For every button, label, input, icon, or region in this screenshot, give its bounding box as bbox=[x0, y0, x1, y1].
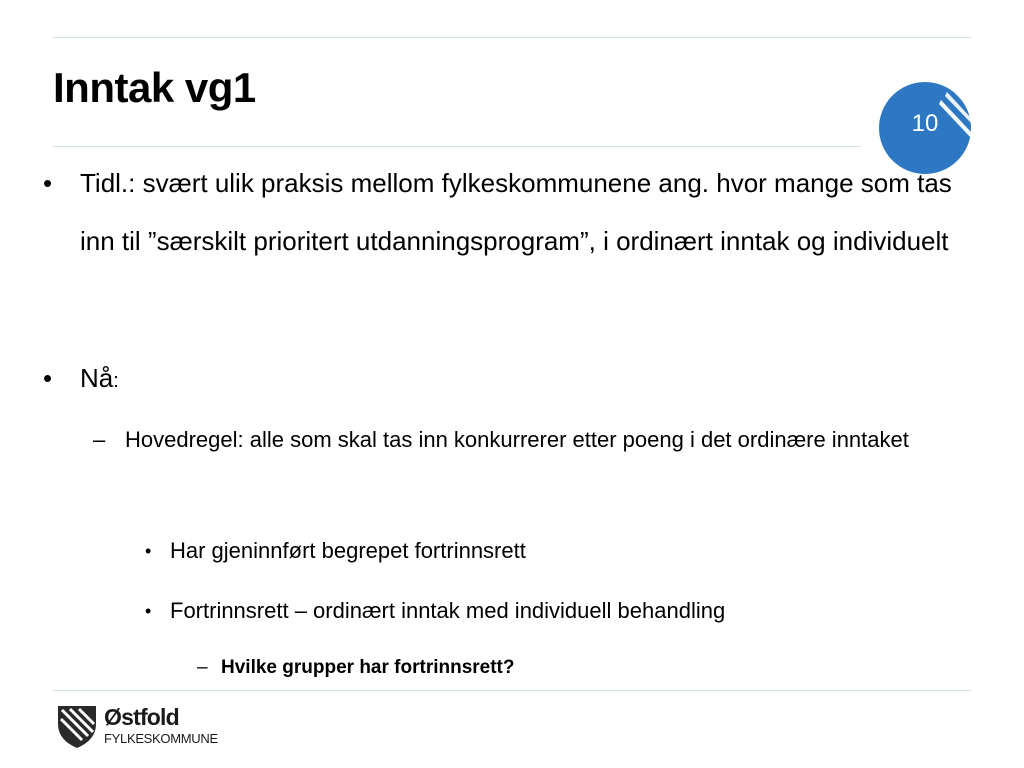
slide-title: Inntak vg1 bbox=[53, 64, 256, 111]
organization-logo bbox=[58, 704, 228, 750]
sub-sub-bullet-item bbox=[145, 536, 945, 566]
sub-sub-bullet-text: Fortrinnsrett – ordinært inntak med individuell behandling bbox=[170, 598, 726, 623]
bullet-text: Nå bbox=[80, 363, 114, 393]
top-rule bbox=[53, 37, 971, 38]
page-number: 10 bbox=[911, 110, 939, 137]
bullet-item bbox=[43, 349, 983, 410]
sub-sub-bullet-item bbox=[145, 596, 945, 626]
level4-bullet-marker: – bbox=[197, 657, 208, 678]
bullet-marker: • bbox=[43, 363, 53, 393]
sub-sub-bullet-marker: • bbox=[145, 541, 152, 561]
bullet-suffix: : bbox=[113, 370, 119, 392]
bullet-marker: • bbox=[43, 168, 53, 198]
logo-subtitle: FYLKESKOMMUNE bbox=[104, 731, 218, 746]
bullet-text: Tidl.: svært ulik praksis mellom fylkeskommunene ang. hvor mange som tas inn til ”særskilt prioritert utdanningsprogram”, i ordinært inntak og individuelt bbox=[80, 168, 952, 256]
sub-bullet-item bbox=[93, 414, 973, 466]
level4-bullet-text: Hvilke grupper har fortrinnsrett? bbox=[221, 657, 515, 678]
footer-rule bbox=[53, 690, 971, 691]
bullet-text-wrap bbox=[80, 349, 983, 410]
sub-sub-bullet-marker: • bbox=[145, 601, 152, 621]
level4-bullet-item bbox=[197, 655, 897, 681]
logo-mark-icon bbox=[58, 706, 98, 748]
logo-name: Østfold bbox=[104, 704, 179, 730]
sub-sub-bullet-text: Har gjeninnført begrepet fortrinnsrett bbox=[170, 538, 526, 563]
title-rule bbox=[53, 146, 861, 147]
sub-bullet-marker: – bbox=[93, 427, 106, 452]
bullet-item bbox=[43, 154, 983, 270]
sub-bullet-text: Hovedregel: alle som skal tas inn konkurrerer etter poeng i det ordinære inntaket bbox=[125, 427, 909, 452]
